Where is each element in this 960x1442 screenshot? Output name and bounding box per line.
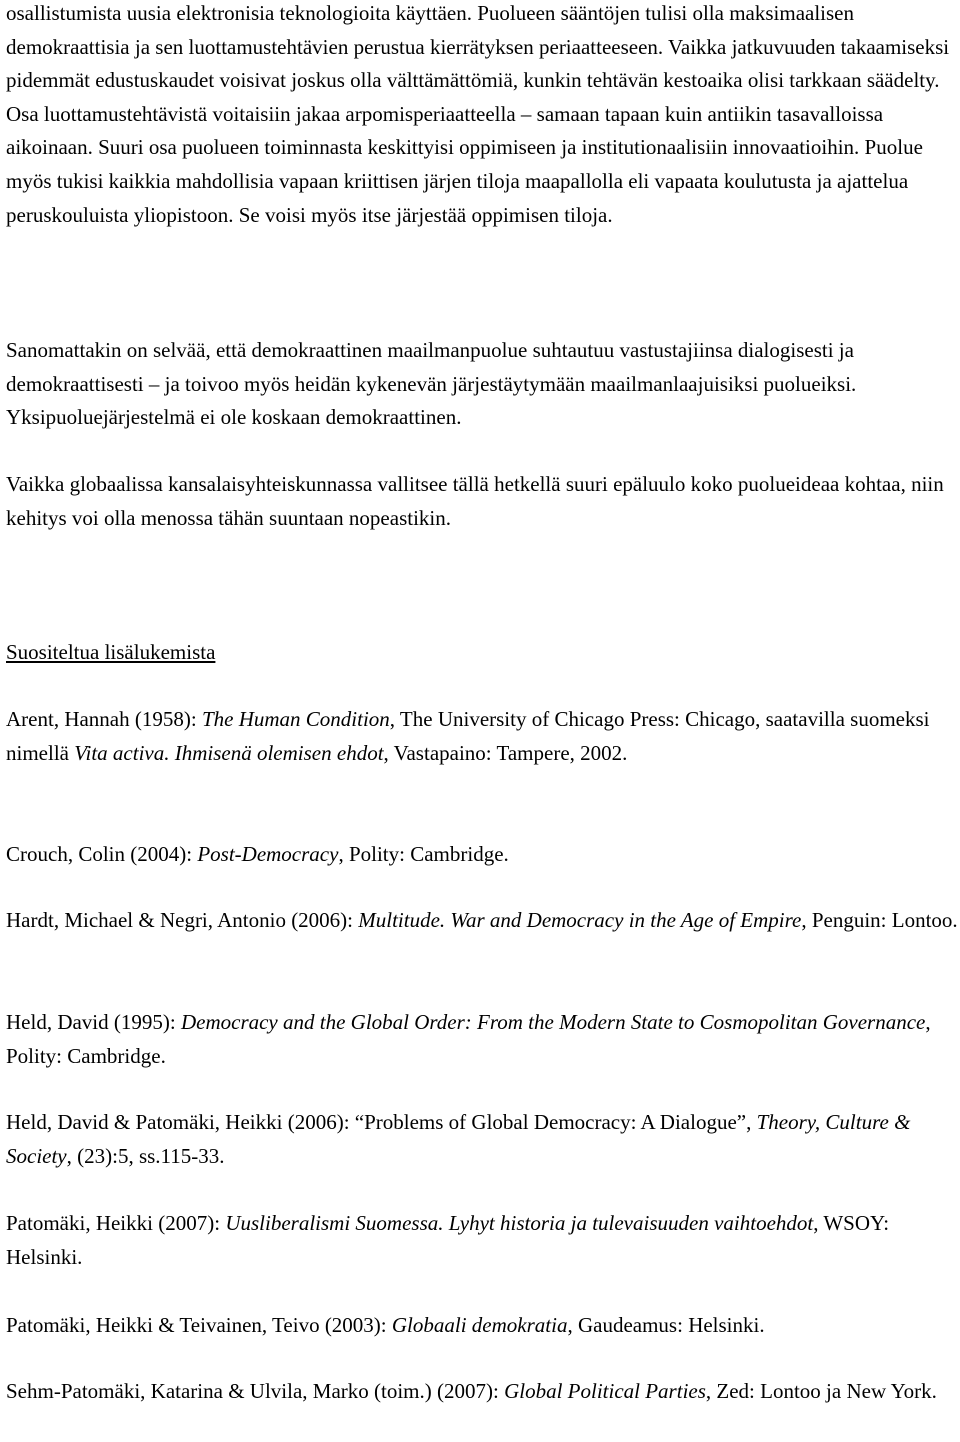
- reference-text: , Zed: Lontoo ja New York.: [705, 1379, 937, 1403]
- reference-entry: [6, 703, 958, 770]
- reference-text: Crouch, Colin (2004):: [6, 842, 198, 866]
- reference-title: The Human Condition: [201, 707, 390, 731]
- reference-title: Theory, Culture & Society: [6, 1110, 911, 1168]
- reference-title: Globaali demokratia: [391, 1313, 568, 1337]
- reference-text: Held, David & Patomäki, Heikki (2006): “Problems of Global Democracy: A Dialogue”,: [6, 1110, 757, 1134]
- section-heading: Suositeltua lisälukemista: [6, 640, 216, 664]
- reference-text: Arent, Hannah (1958):: [6, 707, 202, 731]
- reference-entry: [6, 1309, 958, 1343]
- reference-text: , Polity: Cambridge.: [338, 842, 509, 866]
- reference-entry: [6, 1106, 958, 1173]
- reference-text: , (23):5, ss.115-33.: [66, 1143, 225, 1168]
- reference-text: , WSOY: Helsinki.: [6, 1211, 890, 1269]
- reference-title: Vita activa. Ihmisenä olemisen ehdot: [74, 740, 384, 765]
- reference-title: Post-Democracy: [197, 842, 339, 866]
- reference-text: , The University of Chicago Press: Chicago, saatavilla suomeksi nimellä: [6, 707, 930, 765]
- reference-text: Patomäki, Heikki & Teivainen, Teivo (2003):: [6, 1313, 392, 1337]
- reference-text: , Gaudeamus: Helsinki.: [567, 1313, 765, 1337]
- reference-entry: [6, 1006, 958, 1073]
- reference-entry: [6, 838, 958, 872]
- reference-text: Patomäki, Heikki (2007):: [6, 1211, 226, 1235]
- reference-text: Hardt, Michael & Negri, Antonio (2006):: [6, 908, 359, 932]
- reference-title: Multitude. War and Democracy in the Age of Empire: [358, 908, 802, 932]
- reference-title: Uusliberalismi Suomessa. Lyhyt historia ja tulevaisuuden vaihtoehdot: [225, 1211, 814, 1235]
- reference-entry: [6, 1375, 958, 1409]
- reference-text: , Penguin: Lontoo.: [801, 908, 958, 932]
- body-paragraph: osallistumista uusia elektronisia teknologioita käyttäen. Puolueen sääntöjen tulisi olla maksimaalisen demokraattisia ja sen luottamustehtävien perustua kierrätyksen periaatteeseen. Vaikka jatkuvuuden takaamiseksi pidemmät edustuskaudet voisivat joskus olla välttämättömiä, kunkin tehtävän kestoaika olisi tarkkaan säädelty. Osa luottamustehtävistä voitaisiin jakaa arpomisperiaatteella – samaan tapaan kuin antiikin tasavalloissa aikoinaan. Suuri osa puolueen toiminnasta keskittyisi oppimiseen ja institutionaalisiin innovaatioihin. Puolue myös tukisi kaikkia mahdollisia vapaan kriittisen järjen tiloja maapallolla eli vapaata koulutusta ja ajattelua peruskouluista yliopistoon. Se voisi myös itse järjestää oppimisen tiloja.: [6, 1, 950, 227]
- body-paragraph: Vaikka globaalissa kansalaisyhteiskunnassa vallitsee tällä hetkellä suuri epäluulo koko puolueideaa kohtaa, niin kehitys voi olla menossa tähän suuntaan nopeastikin.: [6, 472, 944, 530]
- reference-title: Democracy and the Global Order: From the Modern State to Cosmopolitan Governance: [180, 1010, 926, 1034]
- body-paragraph: Sanomattakin on selvää, että demokraattinen maailmanpuolue suhtautuu vastustajiinsa dialogisesti ja demokraattisesti – ja toivoo myös heidän kykenevän järjestäytymään maailmanlaajuisiksi puolueiksi. Yksipuoluejärjestelmä ei ole koskaan demokraattinen.: [6, 338, 857, 430]
- reference-text: , Vastapaino: Tampere, 2002.: [383, 740, 628, 765]
- reference-text: Held, David (1995):: [6, 1010, 181, 1034]
- reference-title: Global Political Parties: [504, 1379, 706, 1403]
- reference-entry: [6, 1207, 958, 1274]
- reference-text: , Polity: Cambridge.: [6, 1010, 931, 1068]
- reference-entry: [6, 904, 958, 938]
- reference-text: Sehm-Patomäki, Katarina & Ulvila, Marko (toim.) (2007):: [6, 1379, 505, 1403]
